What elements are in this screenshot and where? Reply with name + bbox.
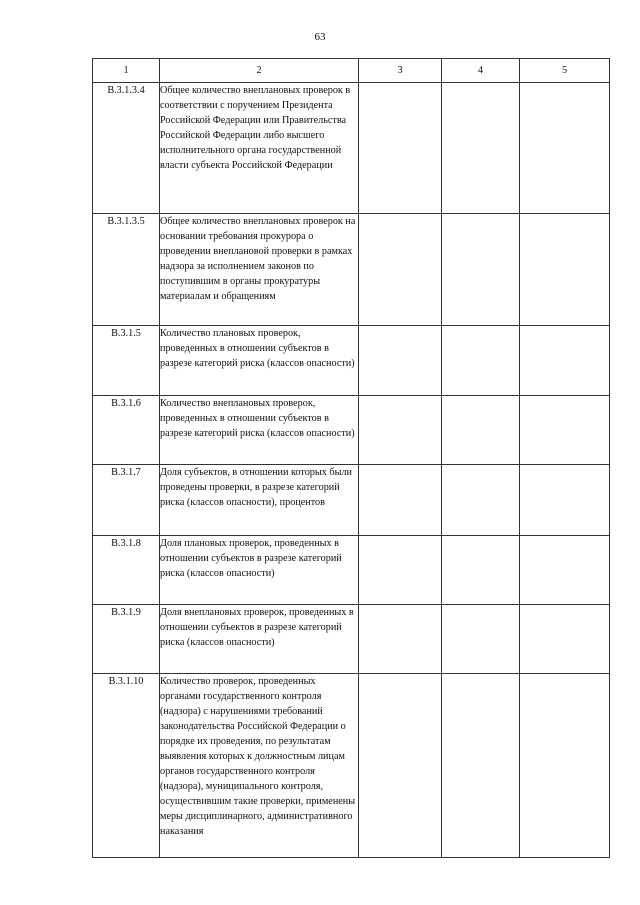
header-col-3: 3 — [359, 59, 442, 83]
row-code: В.3.1.5 — [93, 326, 160, 396]
header-row — [93, 59, 610, 83]
row-code: В.3.1.9 — [93, 605, 160, 674]
row-col-4 — [442, 605, 520, 674]
table-row — [93, 536, 610, 605]
row-col-4 — [442, 83, 520, 214]
table-row — [93, 83, 610, 214]
row-col-4 — [442, 214, 520, 326]
row-col-4 — [442, 674, 520, 858]
header-col-2: 2 — [160, 59, 359, 83]
row-description: Количество проверок, проведенных органами государственного контроля (надзора) с нарушениями требований законодательства Российской Федерации о порядке их проведения, по результатам выявления которых к должностным лицам органов государственного контроля (надзора), муниципального контроля, осуществившим такие проверки, применены меры дисциплинарного, административного наказания — [160, 674, 359, 858]
row-col-4 — [442, 536, 520, 605]
table-row — [93, 214, 610, 326]
row-col-5 — [520, 326, 610, 396]
table-row — [93, 465, 610, 536]
row-description: Количество внеплановых проверок, проведенных в отношении субъектов в разрезе категорий риска (классов опасности) — [160, 396, 359, 465]
row-code: В.3.1.7 — [93, 465, 160, 536]
row-description: Общее количество внеплановых проверок на основании требования прокурора о проведении внеплановой проверки в рамках надзора за исполнением законов по поступившим в органы прокуратуры материалам и обращениям — [160, 214, 359, 326]
row-col-3 — [359, 326, 442, 396]
row-code: В.3.1.3.4 — [93, 83, 160, 214]
row-description: Доля внеплановых проверок, проведенных в отношении субъектов в разрезе категорий риска (классов опасности) — [160, 605, 359, 674]
row-code: В.3.1.6 — [93, 396, 160, 465]
row-col-4 — [442, 465, 520, 536]
row-col-5 — [520, 214, 610, 326]
table-row — [93, 674, 610, 858]
row-col-5 — [520, 465, 610, 536]
row-col-3 — [359, 674, 442, 858]
table-row — [93, 396, 610, 465]
row-col-4 — [442, 396, 520, 465]
row-col-3 — [359, 465, 442, 536]
row-code: В.3.1.3.5 — [93, 214, 160, 326]
row-col-4 — [442, 326, 520, 396]
page-number: 63 — [314, 31, 326, 43]
indicator-table — [92, 58, 610, 858]
row-col-5 — [520, 674, 610, 858]
row-col-3 — [359, 396, 442, 465]
row-code: В.3.1.10 — [93, 674, 160, 858]
header-col-4: 4 — [442, 59, 520, 83]
header-col-1: 1 — [93, 59, 160, 83]
row-description: Доля плановых проверок, проведенных в отношении субъектов в разрезе категорий риска (классов опасности) — [160, 536, 359, 605]
row-col-3 — [359, 536, 442, 605]
row-col-5 — [520, 605, 610, 674]
row-col-3 — [359, 214, 442, 326]
row-description: Количество плановых проверок, проведенных в отношении субъектов в разрезе категорий риска (классов опасности) — [160, 326, 359, 396]
row-description: Доля субъектов, в отношении которых были проведены проверки, в разрезе категорий риска (классов опасности), процентов — [160, 465, 359, 536]
row-code: В.3.1.8 — [93, 536, 160, 605]
row-col-3 — [359, 605, 442, 674]
row-col-5 — [520, 396, 610, 465]
row-col-5 — [520, 83, 610, 214]
table-row — [93, 605, 610, 674]
table-row — [93, 326, 610, 396]
header-col-5: 5 — [520, 59, 610, 83]
row-col-3 — [359, 83, 442, 214]
row-description: Общее количество внеплановых проверок в соответствии с поручением Президента Российской Федерации или Правительства Российской Федерации либо высшего исполнительного органа государственной власти субъекта Российской Федерации — [160, 83, 359, 214]
row-col-5 — [520, 536, 610, 605]
